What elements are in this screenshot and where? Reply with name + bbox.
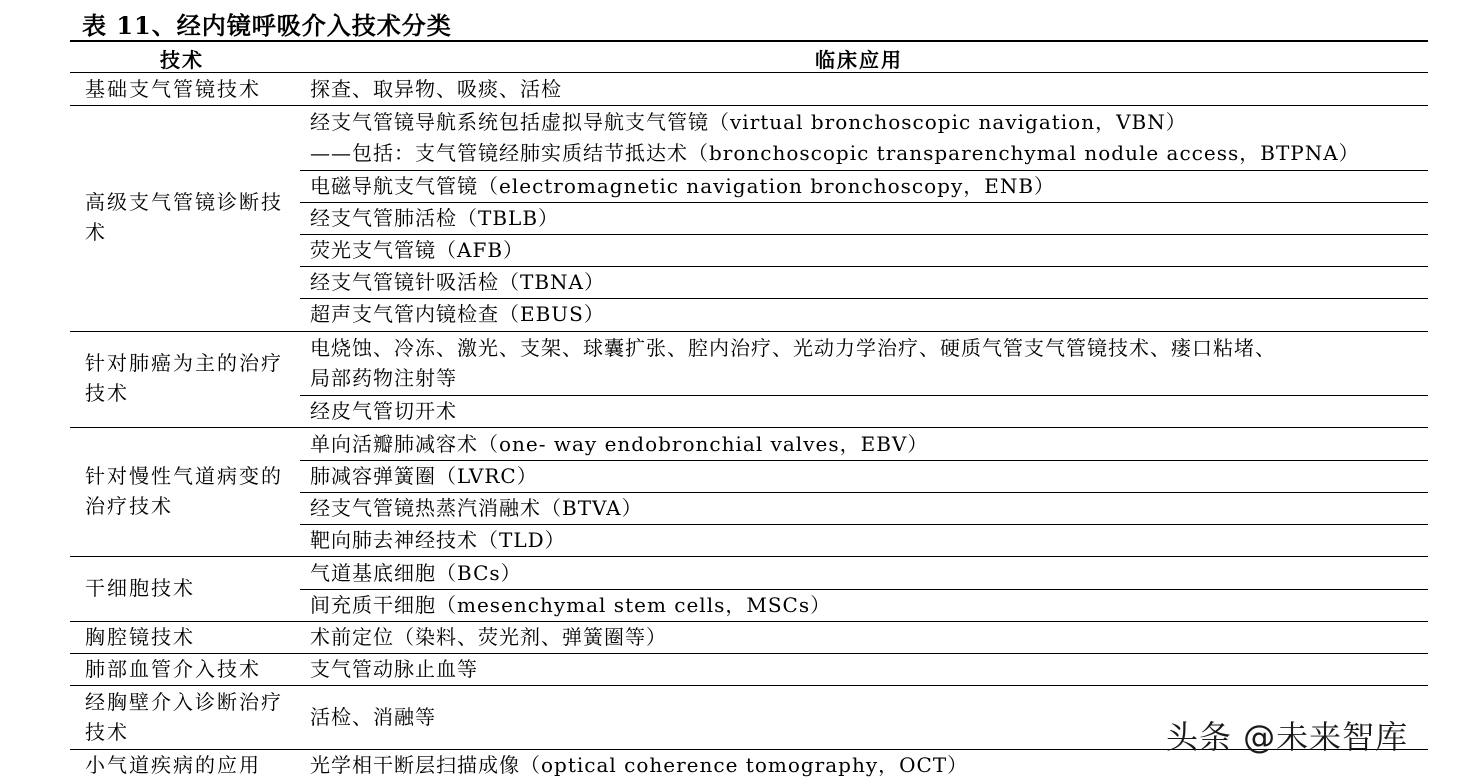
application-line: 电烧蚀、冷冻、激光、支架、球囊扩张、腔内治疗、光动力学治疗、硬质气管支气管镜技术、瘘口粘堵、 (310, 336, 1276, 360)
watermark-text: 头条 @未来智库 (1166, 718, 1409, 756)
row-separator (70, 556, 1428, 557)
application-line: 局部药物注射等 (310, 366, 457, 390)
application-line: 超声支气管内镜检查（EBUS） (310, 302, 605, 326)
tech-cell: 基础支气管镜技术 (85, 77, 261, 101)
table-title: 表 11、经内镜呼吸介入技术分类 (82, 11, 452, 40)
row-separator (70, 427, 1428, 428)
row-separator (70, 105, 1428, 106)
application-line: 肺减容弹簧圈（LVRC） (310, 464, 538, 488)
application-line: 经支气管肺活检（TBLB） (310, 206, 560, 230)
application-line: 经支气管镜导航系统包括虚拟导航支气管镜（virtual bronchoscopic navigation，VBN） (310, 110, 1187, 134)
row-separator (70, 331, 1428, 332)
tech-cell: 肺部血管介入技术 (85, 657, 261, 681)
application-line: 术前定位（染料、荧光剂、弹簧圈等） (310, 625, 667, 649)
application-line: 间充质干细胞（mesenchymal stem cells，MSCs） (310, 593, 832, 617)
application-line: 支气管动脉止血等 (310, 657, 478, 681)
application-line: 靶向肺去神经技术（TLD） (310, 528, 566, 552)
row-separator (70, 685, 1428, 686)
header-tech: 技术 (160, 48, 204, 72)
tech-cell: 经胸壁介入诊断治疗技术 (85, 690, 283, 744)
tech-cell: 干细胞技术 (85, 576, 195, 600)
application-line: 气道基底细胞（BCs） (310, 561, 522, 585)
tech-cell: 胸腔镜技术 (85, 625, 195, 649)
header-application: 临床应用 (815, 48, 903, 72)
application-line: 电磁导航支气管镜（electromagnetic navigation bronchoscopy，ENB） (310, 174, 1056, 198)
application-line: 活检、消融等 (310, 705, 436, 729)
tech-cell: 针对肺癌为主的治疗技术 (85, 351, 283, 405)
header-bottom-rule (70, 72, 1428, 73)
application-line: 探查、取异物、吸痰、活检 (310, 77, 562, 101)
tech-cell: 针对慢性气道病变的治疗技术 (85, 464, 283, 518)
application-line: 光学相干断层扫描成像（optical coherence tomography，OCT） (310, 753, 969, 777)
application-line: ——包括：支气管镜经肺实质结节抵达术（bronchoscopic transparenchymal nodule access，BTPNA） (310, 141, 1360, 165)
tech-cell: 小气道疾病的应用 (85, 753, 261, 777)
application-line: 荧光支气管镜（AFB） (310, 238, 525, 262)
table-top-rule (70, 40, 1428, 42)
tech-cell: 高级支气管镜诊断技术 (85, 190, 283, 244)
application-line: 经支气管镜热蒸汽消融术（BTVA） (310, 496, 643, 520)
application-line: 经支气管镜针吸活检（TBNA） (310, 270, 605, 294)
application-line: 单向活瓣肺减容术（one- way endobronchial valves，EBV） (310, 432, 929, 456)
application-line: 经皮气管切开术 (310, 399, 457, 423)
